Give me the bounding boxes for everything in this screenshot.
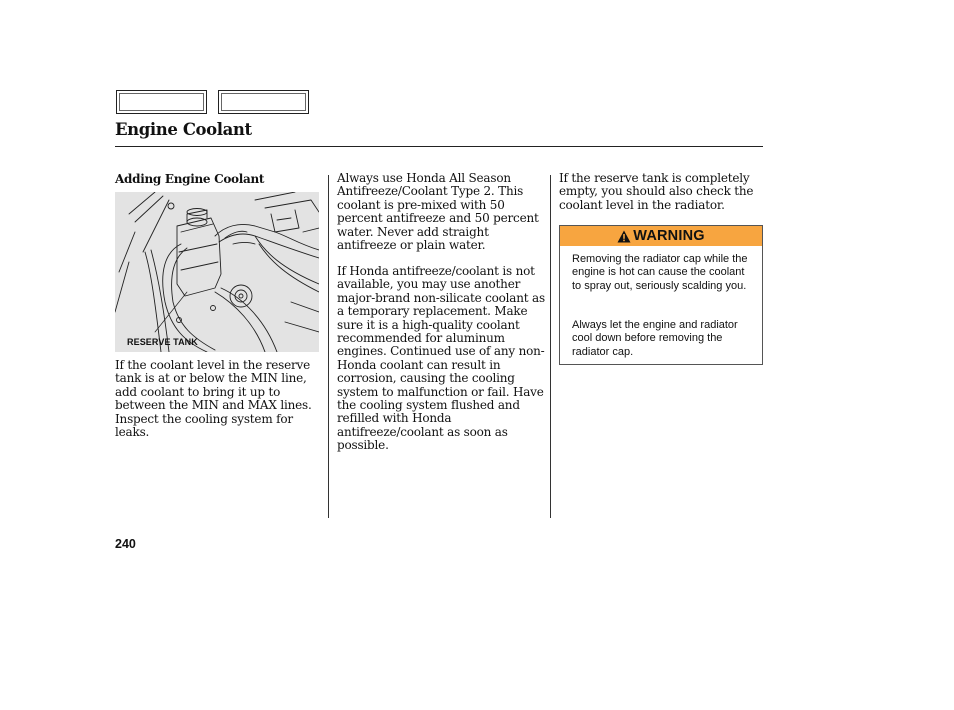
warning-box (559, 225, 763, 365)
title-rule (115, 146, 763, 147)
alternative-coolant-paragraph: If Honda antifreeze/coolant is not available, you may use another major-brand non-silicate coolant as a temporary replacement. Make sure it is a high-quality coolant recommended for aluminum engines. Continued use of any non-Honda coolant can result in corrosion, causing the cooling system to malfunction or fail. Have the cooling system flushed and refilled with Honda antifreeze/coolant as soon as possible. (337, 264, 545, 453)
reserve-tank-illustration (115, 192, 319, 352)
empty-tank-paragraph: If the reserve tank is completely empty, you should also check the coolant level in the radiator. (559, 171, 754, 212)
warning-title: WARNING (633, 228, 705, 244)
reserve-tank-paragraph: If the coolant level in the reserve tank is at or below the MIN line, add coolant to bring it up to between the MIN and MAX lines. Inspect the cooling system for leaks. (115, 358, 312, 440)
column-divider-2 (550, 175, 551, 518)
page-title: Engine Coolant (115, 120, 252, 139)
page-number: 240 (115, 537, 136, 551)
warning-triangle-icon (617, 230, 631, 243)
column-divider-1 (328, 175, 329, 518)
nav-tab-box-1[interactable] (116, 90, 207, 114)
section-subheading: Adding Engine Coolant (115, 172, 265, 186)
warning-text-2: Always let the engine and radiator cool down before removing the radiator cap. (572, 319, 738, 358)
warning-text-1: Removing the radiator cap while the engine is hot can cause the coolant to spray out, seriously scalding you. (572, 253, 748, 292)
warning-header (560, 226, 762, 246)
engine-bay-drawing (115, 192, 319, 352)
figure-label: RESERVE TANK (127, 337, 198, 347)
nav-tab-box-2[interactable] (218, 90, 309, 114)
coolant-type-paragraph: Always use Honda All Season Antifreeze/Coolant Type 2. This coolant is pre-mixed with 50 percent antifreeze and 50 percent water. Never add straight antifreeze or plain water. (337, 171, 539, 253)
